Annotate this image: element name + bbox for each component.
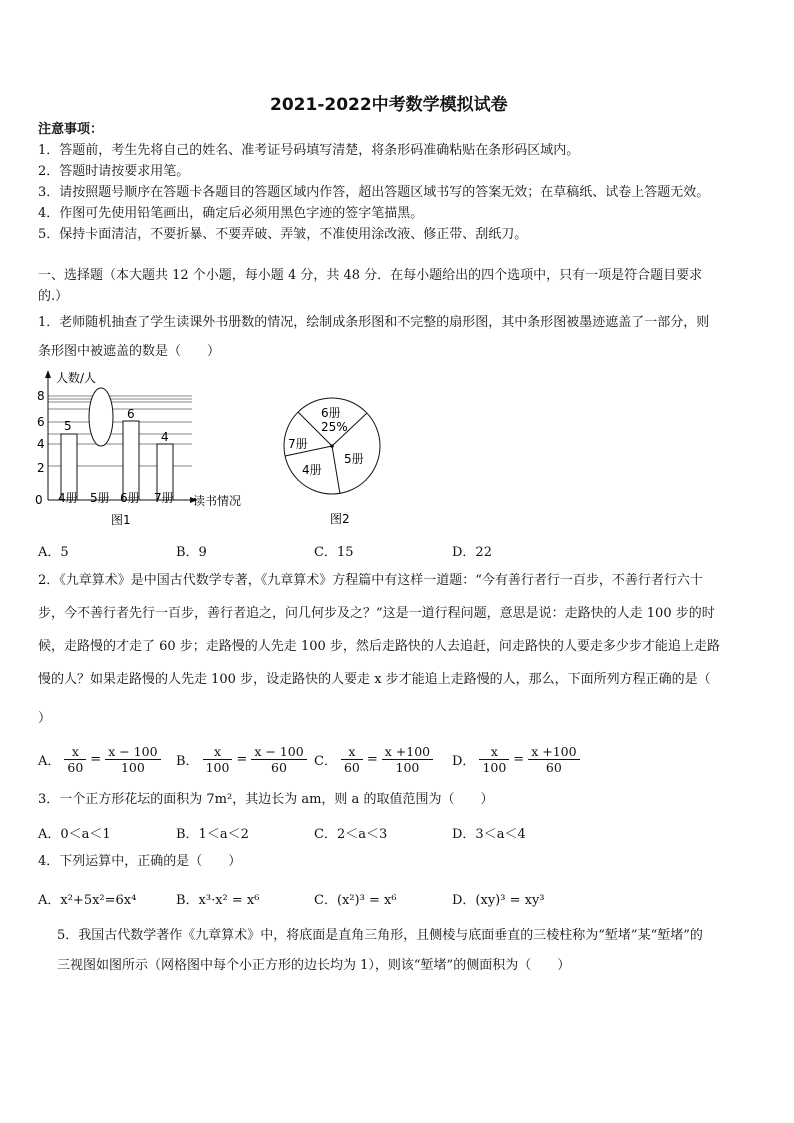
notice-item: 5．保持卡面清洁，不要折暴、不要弄破、弄皱，不准使用涂改液、修正带、刮纸刀。 (38, 227, 528, 242)
equals-sign: = (90, 752, 102, 767)
category-label: 6册 (120, 491, 140, 505)
y-axis-label: 人数/人 (56, 371, 97, 385)
q4-option-a[interactable]: A．x²+5x²=6x⁴ (38, 893, 137, 908)
equals-sign: = (236, 752, 248, 767)
fraction: $\frac{x}{60}$ (341, 744, 363, 775)
fraction: $\frac{x +100}{60}$ (528, 744, 579, 775)
q2-option-a[interactable] (38, 744, 161, 775)
q3-option-d[interactable]: D．3＜a＜4 (452, 827, 526, 842)
sector-label-5ce: 5册 (344, 452, 364, 466)
q2-text-cont: ） (38, 711, 52, 726)
q4-option-b[interactable]: B．x³·x² = x⁶ (176, 893, 260, 908)
ytick-label: 2 (37, 461, 45, 475)
y-axis-arrow (45, 370, 51, 378)
sector-label-6ce-pct: 25% (321, 420, 348, 434)
fraction: $\frac{x}{100}$ (479, 744, 509, 775)
ytick-label: 4 (37, 437, 45, 451)
section-heading-cont: 的.） (38, 289, 69, 304)
figure-caption: 图1 (111, 513, 131, 527)
option-label: D． (452, 754, 476, 769)
equals-sign: = (513, 752, 525, 767)
sector-label-4ce: 4册 (302, 463, 322, 477)
notice-item: 2．答题时请按要求用笔。 (38, 164, 190, 179)
x-axis-label: 读书情况 (193, 494, 242, 508)
section-heading: 一、选择题（本大题共 12 个小题，每小题 4 分，共 48 分．在每小题给出的四个选项中，只有一项是符合题目要求 (38, 268, 703, 283)
q5-text: 5．我国古代数学著作《九章算术》中，将底面是直角三角形，且侧棱与底面垂直的三棱柱称为“堑堵”某“堑堵”的 (57, 928, 703, 943)
notice-heading: 注意事项： (38, 122, 104, 137)
q5-text-cont: 三视图如图所示（网格图中每个小正方形的边长均为 1），则该“堑堵”的侧面积为（ ） (57, 958, 571, 973)
q3-text: 3．一个正方形花坛的面积为 7m²，其边长为 am，则 a 的取值范围为（ ） (38, 792, 494, 807)
ytick-label: 6 (37, 415, 45, 429)
bar-value-label: 4 (161, 430, 169, 444)
q1-text-cont: 条形图中被遮盖的数是（ ） (38, 344, 221, 359)
q4-option-d[interactable]: D．(xy)³ = xy³ (452, 893, 545, 908)
category-label: 7册 (154, 491, 174, 505)
q3-option-c[interactable]: C．2＜a＜3 (314, 827, 388, 842)
option-label: B． (176, 754, 199, 769)
figure-caption: 图2 (330, 512, 350, 526)
option-label: A． (38, 754, 61, 769)
q2-option-b[interactable] (176, 744, 307, 775)
q1-option-d[interactable]: D．22 (452, 545, 492, 560)
q2-text-cont: 候，走路慢的才走了 60 步；走路慢的人先走 100 步，然后走路快的人去追赶，问走路快的人要走多少步才能追上走路 (38, 639, 720, 654)
q2-text: 2．《九章算术》是中国古代数学专著，《九章算术》方程篇中有这样一道题：“今有善行者行一百步，不善行者行六十 (38, 573, 703, 588)
figure1-bar-chart (30, 362, 270, 532)
q3-option-b[interactable]: B．1＜a＜2 (176, 827, 249, 842)
fraction: $\frac{x +100}{100}$ (382, 744, 433, 775)
bar-6ce (123, 421, 139, 500)
bar-value-label: 6 (127, 407, 135, 421)
q4-option-c[interactable]: C．(x²)³ = x⁶ (314, 893, 397, 908)
page-title: 2021-2022中考数学模拟试卷 (270, 95, 508, 115)
ytick-label: 8 (37, 389, 45, 403)
fraction: $\frac{x - 100}{60}$ (251, 744, 306, 775)
category-label: 5册 (90, 491, 110, 505)
q4-text: 4．下列运算中，正确的是（ ） (38, 854, 242, 869)
q1-option-c[interactable]: C．15 (314, 545, 354, 560)
q2-text-cont: 步，今不善行者先行一百步，善行者追之，问几何步及之？”这是一道行程问题，意思是说：走路快的人走 100 步的时 (38, 606, 715, 621)
sector-label-7ce: 7册 (288, 437, 308, 451)
q1-option-b[interactable]: B．9 (176, 545, 207, 560)
q1-text: 1．老师随机抽查了学生读课外书册数的情况，绘制成条形图和不完整的扇形图，其中条形图被墨迹遮盖了一部分，则 (38, 315, 710, 330)
pie-center (330, 444, 334, 448)
fraction: $\frac{x}{60}$ (64, 744, 86, 775)
q3-option-a[interactable]: A．0＜a＜1 (38, 827, 111, 842)
q2-option-c[interactable] (314, 744, 433, 775)
notice-item: 3．请按照题号顺序在答题卡各题目的答题区域内作答，超出答题区域书写的答案无效；在草稿纸、试卷上答题无效。 (38, 185, 710, 200)
fraction: $\frac{x}{100}$ (203, 744, 233, 775)
q2-text-cont: 慢的人？如果走路慢的人先走 100 步，设走路快的人要走 x 步才能追上走路慢的人，那么，下面所列方程正确的是（ (38, 672, 711, 687)
figure2-pie-chart (278, 390, 388, 530)
equals-sign: = (366, 752, 378, 767)
origin-label: 0 (35, 493, 43, 507)
notice-item: 4．作图可先使用铅笔画出，确定后必须用黑色字迹的签字笔描黑。 (38, 206, 424, 221)
option-label: C． (314, 754, 337, 769)
notice-item: 1．答题前，考生先将自己的姓名、准考证号码填写清楚，将条形码准确粘贴在条形码区域内。 (38, 143, 580, 158)
q2-option-d[interactable] (452, 744, 580, 775)
fraction: $\frac{x - 100}{100}$ (105, 744, 160, 775)
ink-blot (89, 388, 113, 446)
category-label: 4册 (58, 491, 78, 505)
sector-label-6ce: 6册 (321, 406, 341, 420)
bar-value-label: 5 (64, 419, 72, 433)
q1-option-a[interactable]: A．5 (38, 545, 69, 560)
